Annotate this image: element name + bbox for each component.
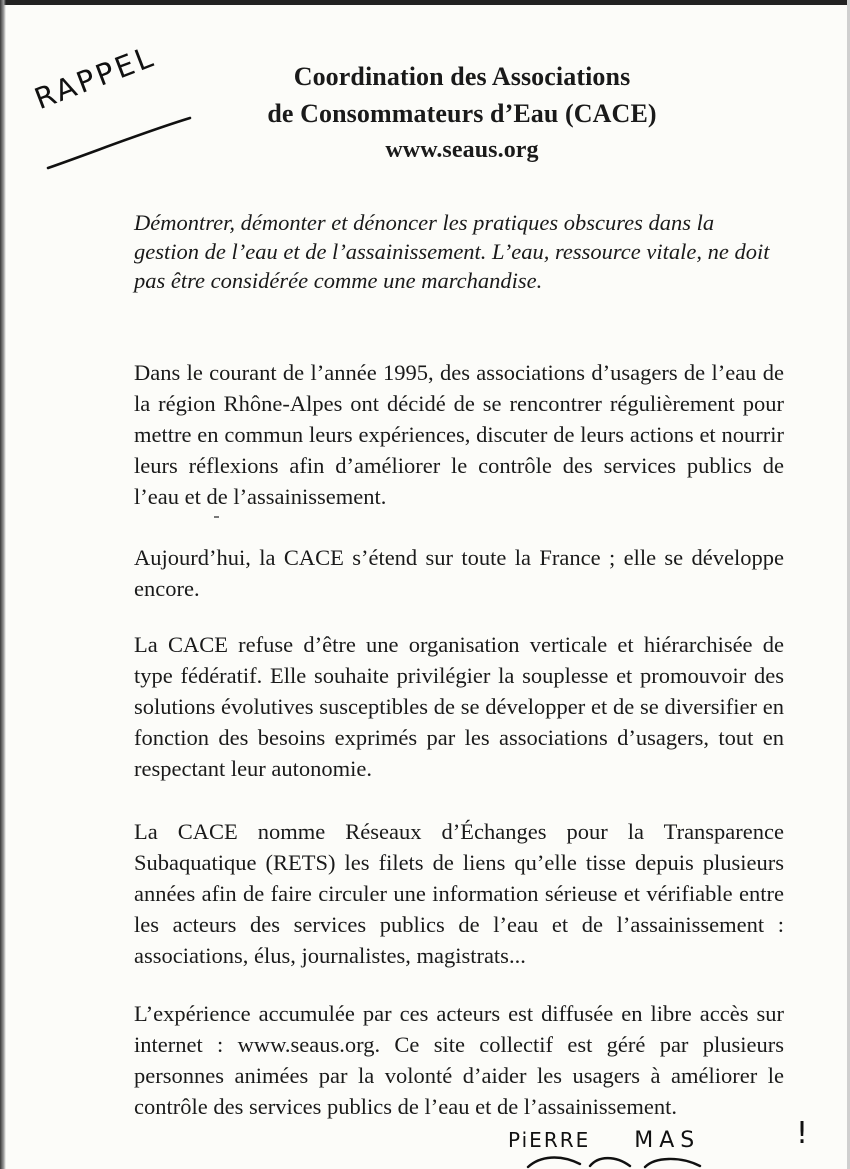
header-url: www.seaus.org (385, 137, 539, 163)
motto: Démontrer, démonter et dénoncer les pratiques obscures dans la gestion de l’eau et de l’assainissement. L’eau, ressource vitale, ne doit pas être considérée comme une marchandise. (134, 210, 770, 293)
handwritten-exclamation: ! (796, 1116, 809, 1151)
paragraph-organisation: La CACE refuse d’être une organisation verticale et hiérarchisée de type fédératif. Elle souhaite privilégier la souplesse et promouvoir des solutions évolutives susceptibles de se développer et de se diversifier en fonction des besoins exprimés par les associations d’usagers, tout en respectant leur autonomie. (134, 632, 784, 781)
document-header (200, 58, 724, 169)
header-line-2: de Consommateurs d’Eau (CACE) (267, 99, 657, 128)
scan-top-edge (0, 0, 850, 5)
paragraph-rets: La CACE nomme Réseaux d’Échanges pour la Transparence Subaquatique (RETS) les filets de liens qu’elle tisse depuis plusieurs années afin de faire circuler une information sérieuse et vérifiable entre les acteurs des services publics de l’eau et de l’assainissement : associations, élus, journalistes, magistrats... (134, 819, 784, 968)
signature-scribble-icon (520, 1150, 720, 1169)
header-line-1: Coordination des Associations (293, 62, 631, 91)
scan-left-edge (0, 0, 6, 1169)
rappel-underline-icon (44, 112, 194, 172)
paragraph-history: Dans le courant de l’année 1995, des associations d’usagers de l’eau de la région Rhône-Alpes ont décidé de se rencontrer régulièrement pour mettre en commun leurs expériences, discuter de leurs actions et nourrir leurs réflexions afin d’améliorer le contrôle des services publics de l’eau et de l’assainissement. (134, 360, 784, 509)
signature-first-name: PiERRE (508, 1128, 591, 1152)
signature-last-name: MAS (634, 1128, 701, 1153)
paragraph-today: Aujourd’hui, la CACE s’étend sur toute la France ; elle se développe encore. (134, 545, 784, 601)
rappel-handwritten-note: RAPPEL (29, 39, 160, 116)
scan-speck (214, 516, 219, 518)
paragraph-website: L’expérience accumulée par ces acteurs est diffusée en libre accès sur internet : www.seaus.org. Ce site collectif est géré par plusieurs personnes animées par la volonté d’aider les usagers à améliorer le contrôle des services publics de l’eau et de l’assainissement. (134, 1001, 784, 1119)
